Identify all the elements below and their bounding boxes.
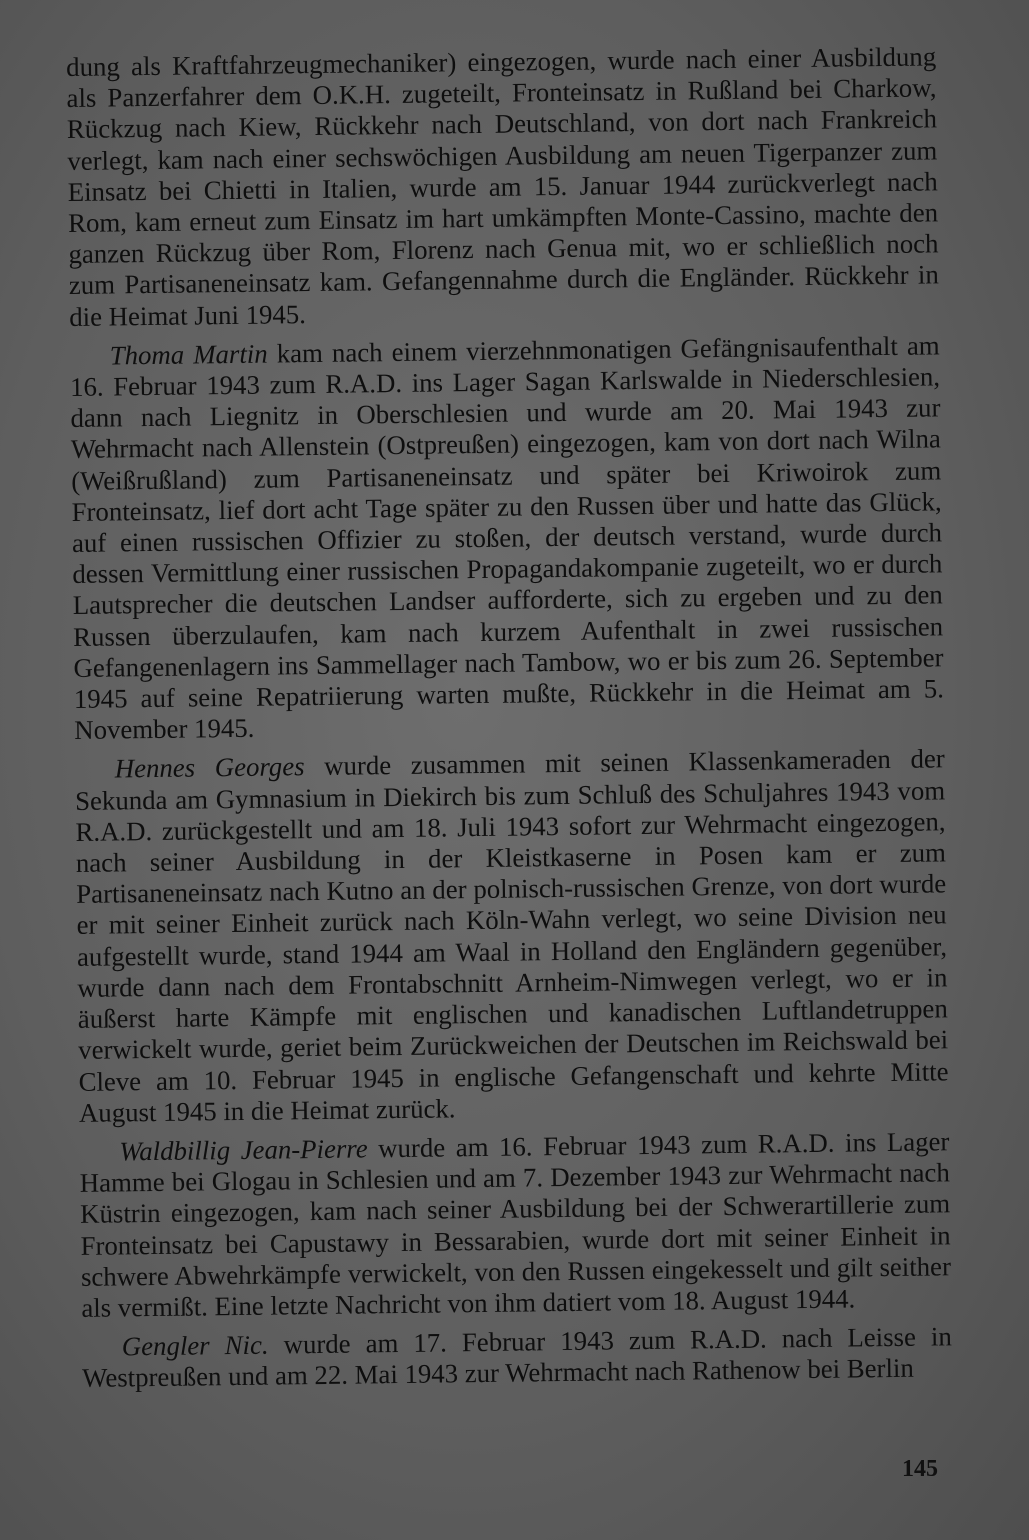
person-name: Hennes Georges <box>114 751 305 784</box>
paragraph-waldbillig-jean-pierre <box>79 1126 951 1324</box>
person-name: Waldbillig Jean-Pierre <box>119 1133 368 1167</box>
paragraph-text: wurde am 17. Februar 1943 zum R.A.D. nach Leisse in Westpreußen und am 22. Mai 1943 zur Wehrmacht nach Rathenow bei Berlin <box>82 1321 952 1394</box>
body-text <box>66 41 952 1394</box>
paragraph-gengler-nic <box>82 1321 953 1394</box>
paragraph-continuation <box>66 41 939 332</box>
paragraph-text: dung als Kraftfahrzeugmechaniker) eingezogen, wurde nach einer Ausbildung als Panzerfahrer dem O.K.H. zugeteilt, Fronteinsatz in Rußland bei Charkow, Rückzug nach Kiew, Rückkehr nach Deutschland, von dort nach Frankreich verlegt, kam nach einer sechswöchigen Ausbildung am neuen Tigerpanzer zum Einsatz bei Chietti in Italien, wurde am 15. Januar 1944 zurückverlegt nach Rom, kam erneut zum Einsatz im hart umkämpften Monte-Cassino, machte den ganzen Rückzug über Rom, Florenz nach Genua mit, wo er schließlich noch zum Partisaneneinsatz kam. Gefangennahme durch die Engländer. Rückkehr in die Heimat Juni 1945. <box>66 41 939 332</box>
paragraph-text: wurde am 16. Februar 1943 zum R.A.D. ins Lager Hamme bei Glogau in Schlesien und am 7. Dezember 1943 zur Wehrmacht nach Küstrin eingezogen, kam nach seiner Ausbildung bei der Schwerartillerie zum Fronteinsatz bei Capustawy in Bessarabien, wurde dort mit seiner Einheit in schwere Abwehrkämpfe verwickelt, von den Russen eingekesselt und gilt seither als vermißt. Eine letzte Nachricht von ihm datiert vom 18. August 1944. <box>79 1126 952 1323</box>
paragraph-text: wurde zusammen mit seinen Klassenkameraden der Sekunda am Gymnasium in Diekirch bis zum Schluß des Schuljahres 1943 vom R.A.D. zurückgestellt und am 18. Juli 1943 sofort zur Wehrmacht eingezogen, nach seiner Ausbildung in der Kleistkaserne in Posen kam er zum Partisaneneinsatz nach Kutno an der polnisch-russischen Grenze, von dort wurde er mit seiner Einheit zurück nach Köln-Wahn verlegt, wo seine Division neu aufgestellt wurde, stand 1944 am Waal in Holland den Engländern gegenüber, wurde dann nach dem Frontabschnitt Arnheim-Nimwegen verlegt, wo er in äußerst harte Kämpfe mit englischen und kanadischen Luftlandetruppen verwickelt wurde, geriet beim Zurückweichen der Deutschen im Reichswald bei Cleve am 10. Februar 1945 in englische Gefangenschaft und kehrte Mitte August 1945 in die Heimat zurück. <box>74 743 949 1128</box>
person-name: Gengler Nic. <box>121 1329 269 1362</box>
paragraph-text: kam nach einem vierzehnmonatigen Gefängnisaufenthalt am 16. Februar 1943 zum R.A.D. ins Lager Sagan Karlswalde in Niederschlesien, dann nach Liegnitz in Oberschlesien und wurde am 20. Mai 1943 zur Wehrmacht nach Allenstein (Ostpreußen) eingezogen, kam von dort nach Wilna (Weißrußland) zum Partisaneneinsatz und später bei Kriwoirok zum Fronteinsatz, lief dort acht Tage später zu den Russen über und hatte das Glück, auf einen russischen Offizier zu stoßen, der deutsch verstand, wurde durch dessen Vermittlung einer russischen Propagandakompanie zugeteilt, wo er durch Lautsprecher die deutschen Landser aufforderte, sich zu ergeben und zu den Russen überzulaufen, kam nach kurzem Aufenthalt in zwei russischen Gefangenenlagern ins Sammellager nach Tambow, wo er bis zum 26. September 1945 auf seine Repatriierung warten mußte, Rückkehr in die Heimat am 5. November 1945. <box>69 330 945 746</box>
paragraph-thoma-martin <box>70 330 945 746</box>
page-number: 145 <box>902 1456 938 1482</box>
person-name: Thoma Martin <box>109 338 268 371</box>
paragraph-hennes-georges <box>75 744 950 1129</box>
